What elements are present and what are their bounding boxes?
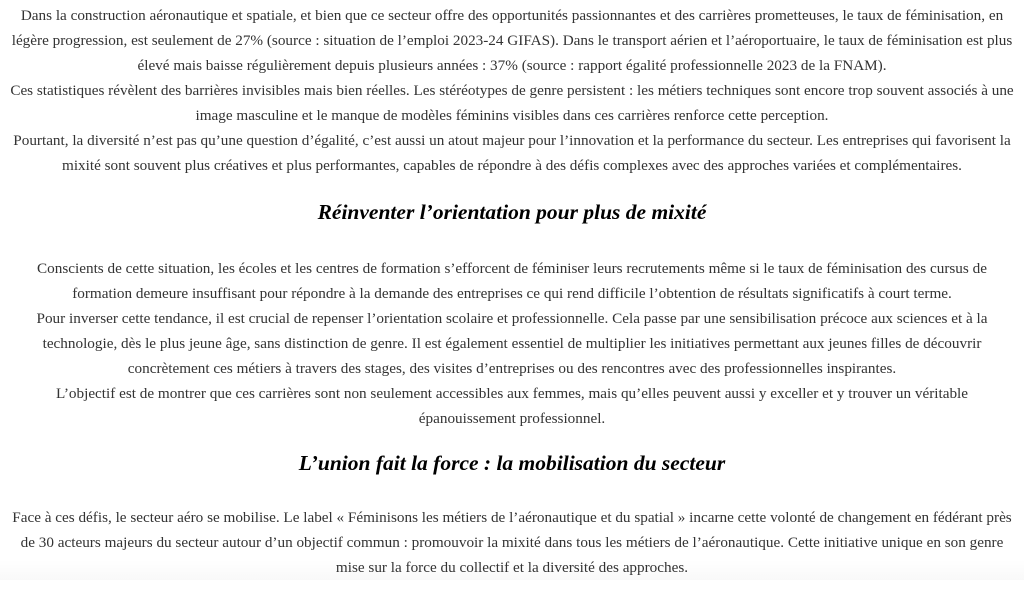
paragraph: Pourtant, la diversité n’est pas qu’une question d’égalité, c’est aussi un atout majeur pour l’innovation et la performance du secteur. Les entreprises qui favorisent la mixité sont souvent plus créatives et plus performantes, capables de répondre à des défis complexes avec des approches variées et complémentaires. [13,132,1011,174]
paragraph: L’objectif est de montrer que ces carrières sont non seulement accessibles aux femmes, mais qu’elles peuvent aussi y exceller et y trouver un véritable épanouissement professionnel. [55,385,969,427]
intro-section [0,0,1024,178]
paragraph: Ces statistiques révèlent des barrières invisibles mais bien réelles. Les stéréotypes de genre persistent : les métiers techniques sont encore trop souvent associés à une image masculine et le manque de modèles féminins visibles dans ces carrières renforce cette perception. [10,82,1014,124]
section-heading: Réinventer l’orientation pour plus de mixité [317,200,707,224]
section-heading: L’union fait la force : la mobilisation du secteur [298,451,726,475]
mobilisation-section [0,505,1024,580]
orientation-section [0,256,1024,431]
paragraph: Face à ces défis, le secteur aéro se mobilise. Le label « Féminisons les métiers de l’aéronautique et du spatial » incarne cette volonté de changement en fédérant près de 30 acteurs majeurs du secteur autour d’un objectif commun : promouvoir la mixité dans tous les métiers de l’aéronautique. Cette initiative unique en son genre mise sur la force du collectif et la diversité des approches. [12,509,1012,576]
paragraph: Conscients de cette situation, les écoles et les centres de formation s’efforcent de féminiser leurs recrutements même si le taux de féminisation des cursus de formation demeure insuffisant pour répondre à la demande des entreprises ce qui rend difficile l’obtention de résultats significatifs à court terme. [37,260,987,302]
paragraph: Pour inverser cette tendance, il est crucial de repenser l’orientation scolaire et professionnelle. Cela passe par une sensibilisation précoce aux sciences et à la technologie, dès le plus jeune âge, sans distinction de genre. Il est également essentiel de multiplier les initiatives permettant aux jeunes filles de découvrir concrètement ces métiers à travers des stages, des visites d’entreprises ou des rencontres avec des professionnelles inspirantes. [36,310,988,377]
paragraph: Dans la construction aéronautique et spatiale, et bien que ce secteur offre des opportunités passionnantes et des carrières prometteuses, le taux de féminisation, en légère progression, est seulement de 27% (source : situation de l’emploi 2023-24 GIFAS). Dans le transport aérien et l’aéroportuaire, le taux de féminisation est plus élevé mais baisse régulièrement depuis plusieurs années : 37% (source : rapport égalité professionnelle 2023 de la FNAM). [11,7,1013,74]
